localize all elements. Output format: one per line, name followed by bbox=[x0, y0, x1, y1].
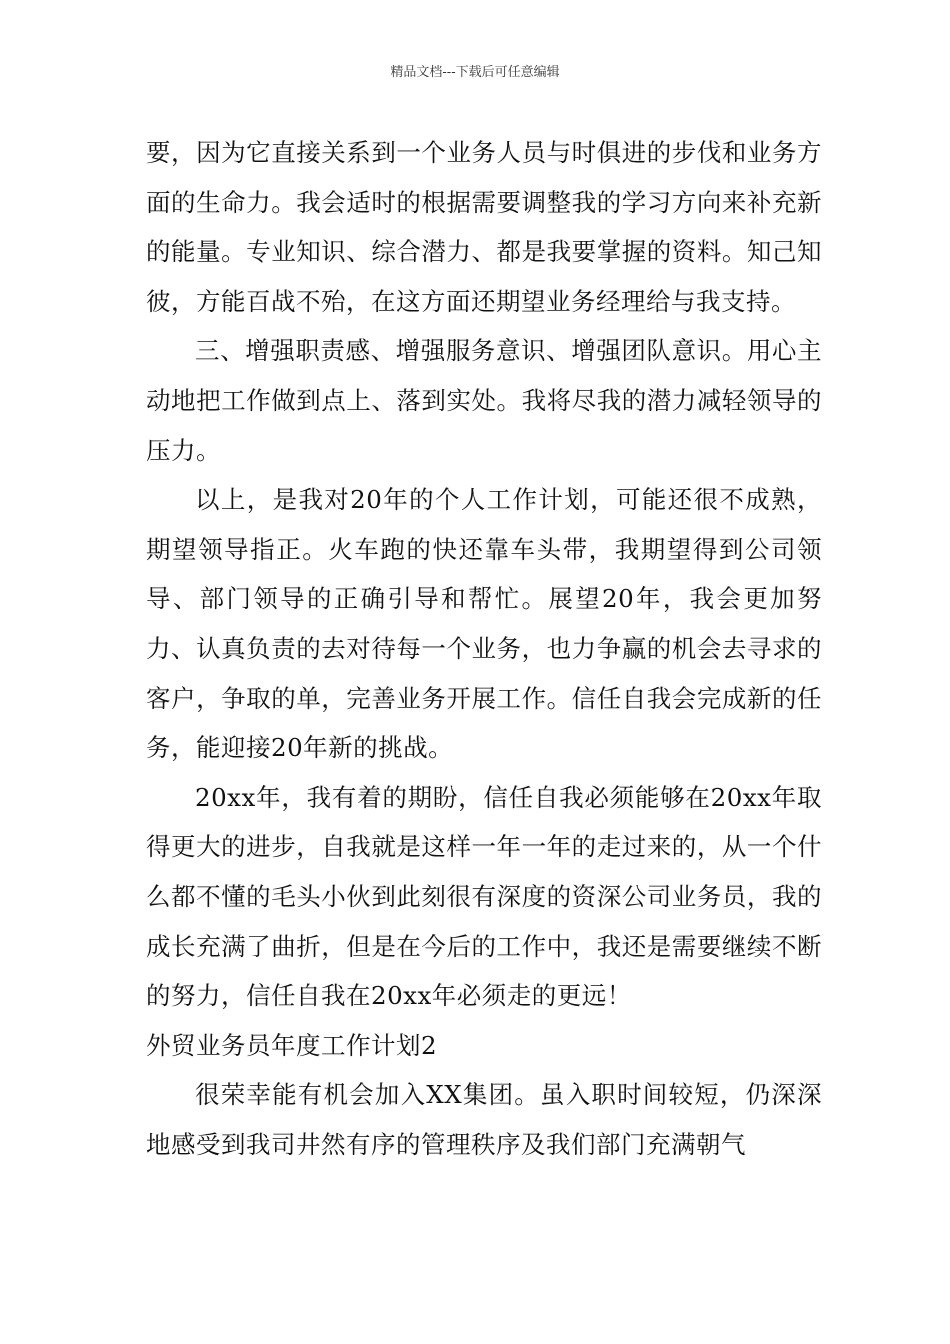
section-heading: 外贸业务员年度工作计划2 bbox=[146, 1030, 438, 1060]
paragraph-section-three: 三、增强职责感、增强服务意识、增强团队意识。用心主动地把工作做到点上、落到实处。我将尽我的潜力减轻领导的压力。 bbox=[146, 336, 822, 465]
paragraph-outlook: 20xx年，我有着的期盼，信任自我必须能够在20xx年取得更大的进步，自我就是这样一年一年的走过来的，从一个什么都不懂的毛头小伙到此刻很有深度的资深公司业务员，我的成长充满了曲折，但是在今后的工作中，我还是需要继续不断的努力，信任自我在20xx年必须走的更远！ bbox=[146, 782, 822, 1011]
paragraph-intro: 很荣幸能有机会加入XX集团。虽入职时间较短，仍深深地感受到我司井然有序的管理秩序及我们部门充满朝气 bbox=[146, 1080, 822, 1159]
paragraph-continuation: 要，因为它直接关系到一个业务人员与时俱进的步伐和业务方面的生命力。我会适时的根据需要调整我的学习方向来补充新的能量。专业知识、综合潜力、都是我要掌握的资料。知己知彼，方能百战不殆，在这方面还期望业务经理给与我支持。 bbox=[146, 138, 822, 316]
document-body bbox=[146, 128, 822, 1169]
page-header: 精品文档---下载后可任意编辑 bbox=[390, 65, 560, 80]
paragraph-summary: 以上，是我对20年的个人工作计划，可能还很不成熟，期望领导指正。火车跑的快还靠车头带，我期望得到公司领导、部门领导的正确引导和帮忙。展望20年，我会更加努力、认真负责的去对待每一个业务，也力争赢的机会去寻求的客户，争取的单，完善业务开展工作。信任自我会完成新的任务，能迎接20年新的挑战。 bbox=[146, 485, 822, 763]
